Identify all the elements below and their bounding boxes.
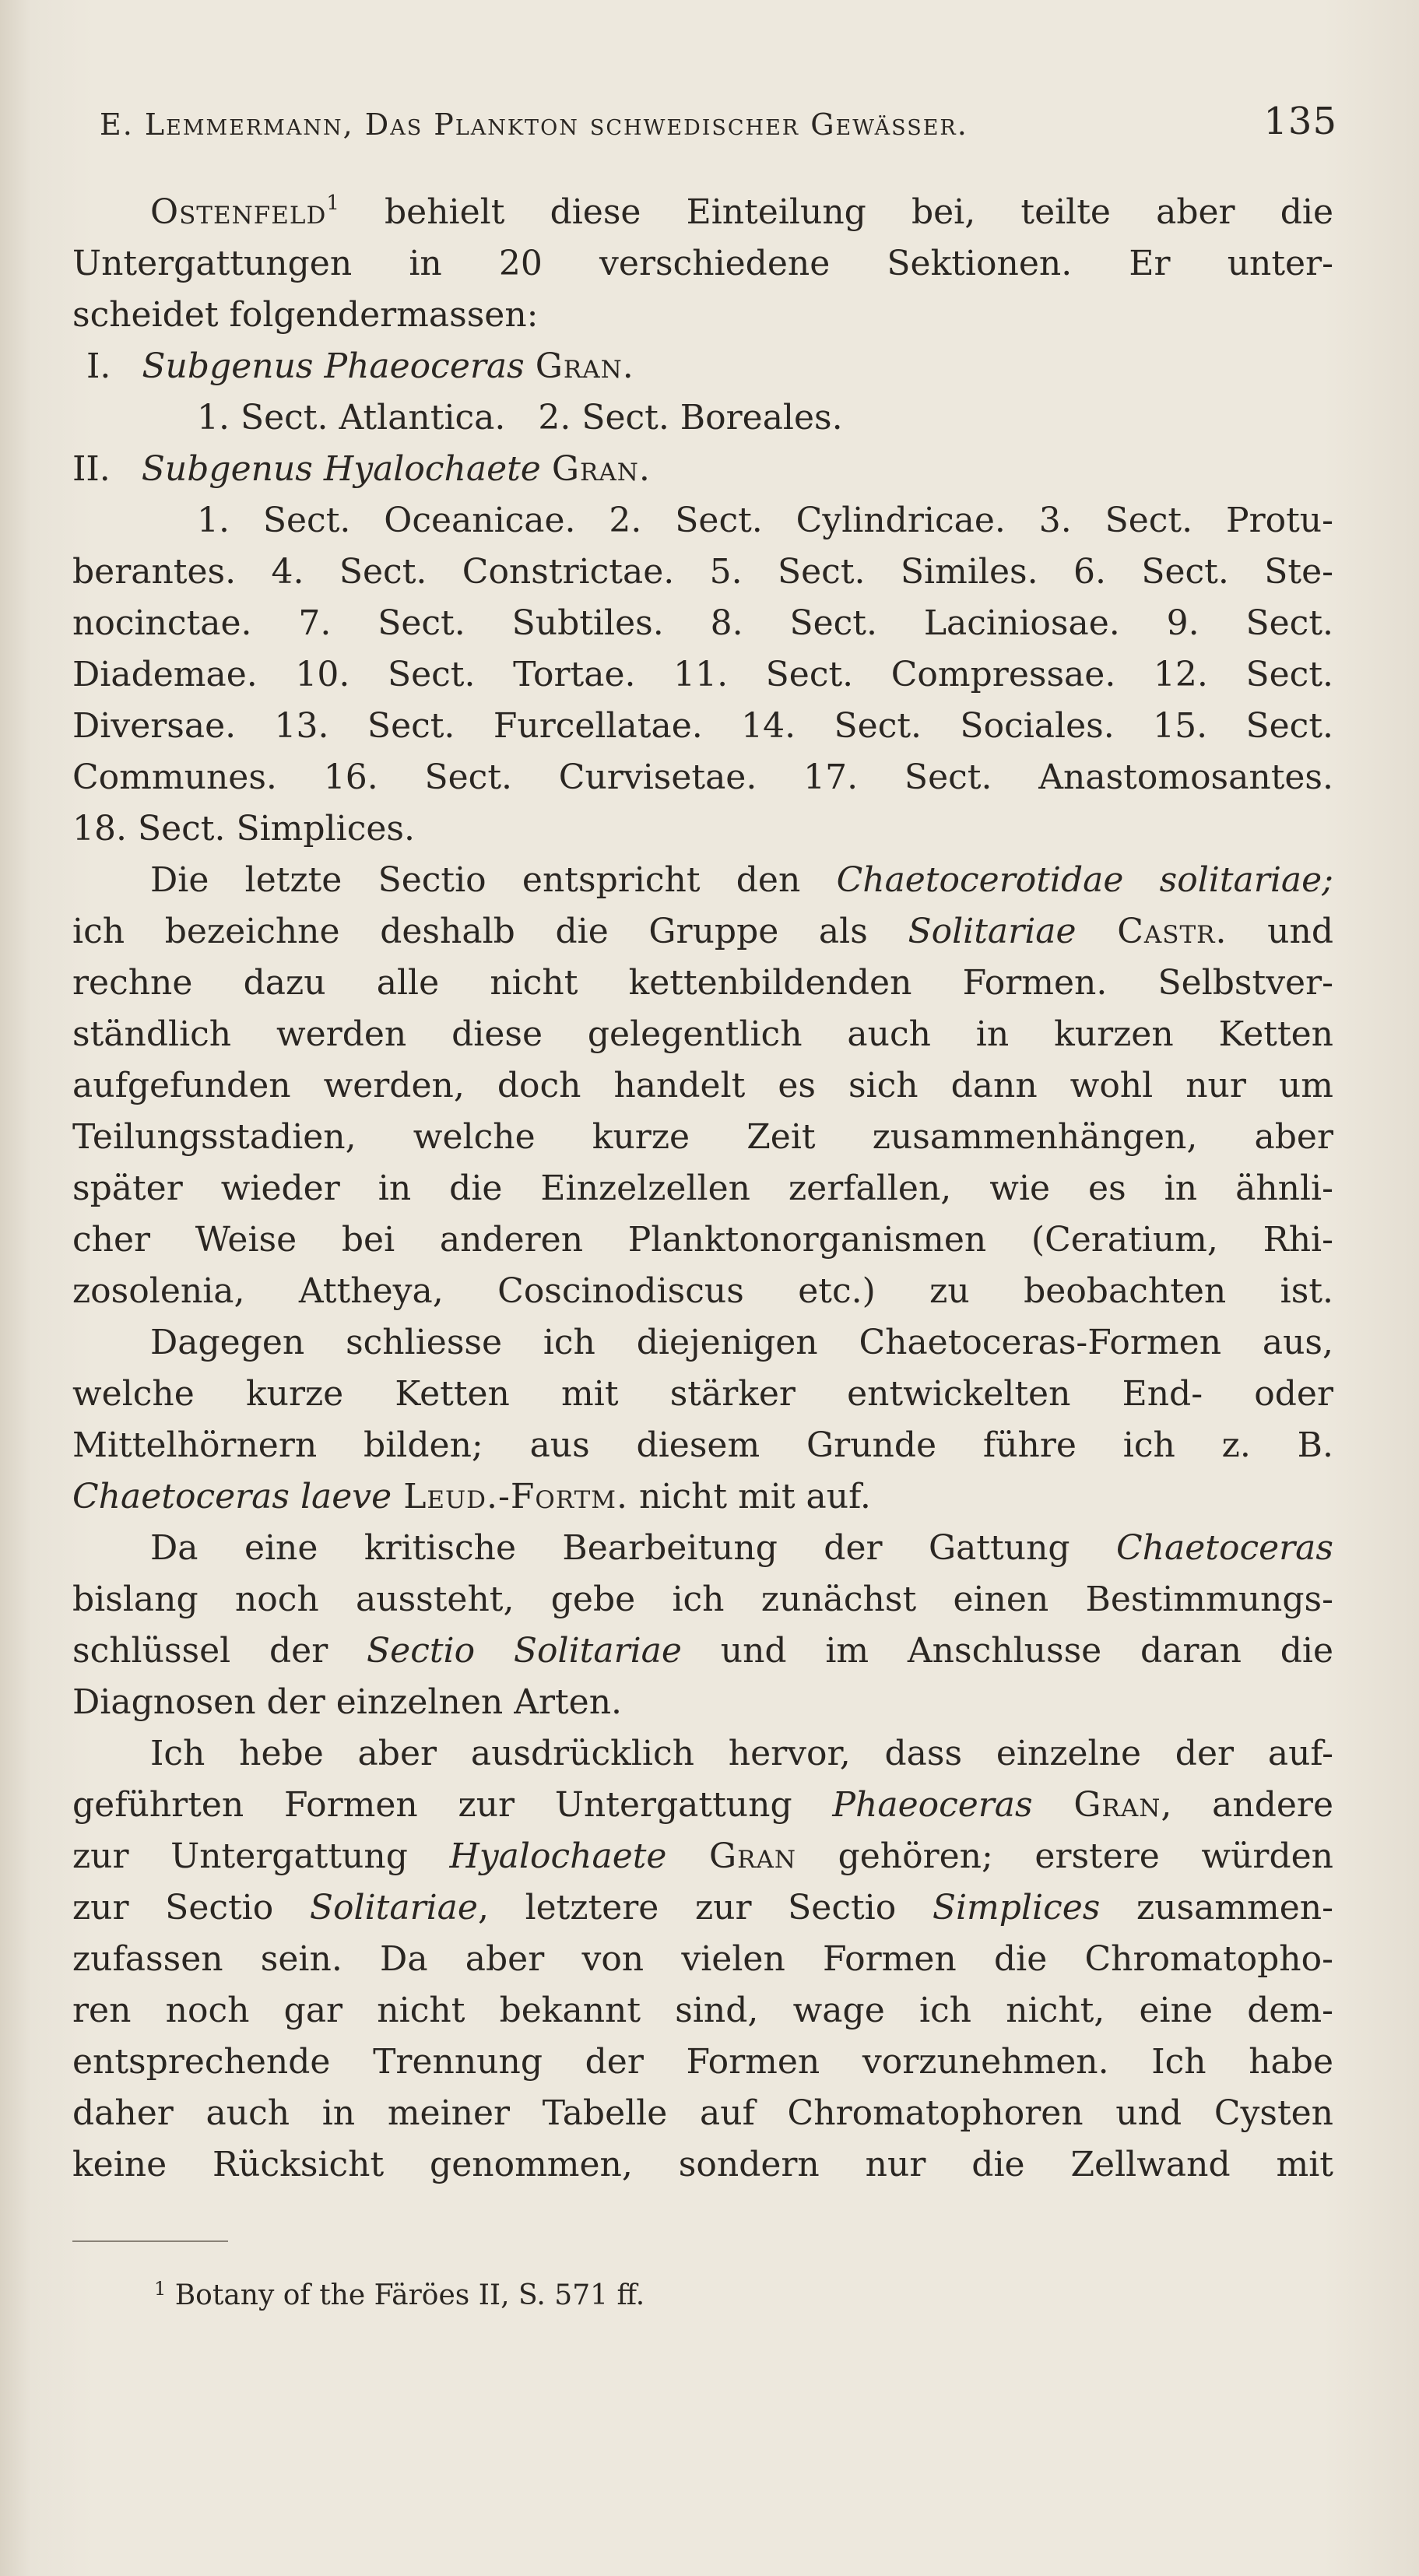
text-line: bislang noch aussteht, gebe ich zunächst einen Bestimmungs- — [72, 1580, 1333, 1619]
text-span: gehören; erstere würden — [796, 1836, 1333, 1876]
footnote-marker: 1 — [326, 192, 339, 215]
text-span: , letztere zur Sectio — [477, 1888, 933, 1928]
text-line: cher Weise bei anderen Planktonorganismen (Ceratium, Rhi- — [72, 1220, 1333, 1260]
text-line: Dagegen schliesse ich diejenigen Chaetoceras-Formen aus, — [150, 1323, 1333, 1362]
text-span: und — [1227, 912, 1333, 951]
text-line: Mittelhörnern bilden; aus diesem Grunde führe ich z. B. — [72, 1425, 1333, 1465]
text-line: berantes. 4. Sect. Constrictae. 5. Sect. Similes. 6. Sect. Ste- — [72, 552, 1333, 592]
text-line: Diagnosen der einzelnen Arten. — [72, 1682, 623, 1722]
text-span: behielt diese Einteilung bei, teilte aber die — [339, 192, 1333, 232]
authority: Gran. — [535, 346, 634, 386]
text-line: Communes. 16. Sect. Curvisetae. 17. Sect. Anastomosantes. — [72, 757, 1333, 797]
footnote-text: Botany of the Färöes II, S. 571 ff. — [166, 2279, 645, 2311]
text-span: Da eine kritische Bearbeitung der Gattung — [150, 1528, 1117, 1568]
taxon-name: Simplices — [932, 1888, 1101, 1928]
subgenus-name: Subgenus Phaeoceras — [142, 346, 525, 386]
text-span: geführten Formen zur Untergattung — [72, 1785, 833, 1825]
taxon-name: Solitariae — [908, 912, 1077, 951]
taxon-name: Hyalochaete — [449, 1836, 667, 1876]
footnote-marker: 1 — [154, 2278, 167, 2300]
list-number: II. — [72, 449, 111, 489]
text-line: 18. Sect. Simplices. — [72, 809, 415, 849]
taxon-name: Chaetocerotidae solitariae; — [836, 860, 1333, 900]
text-line: daher auch in meiner Tabelle auf Chromatophoren und Cysten — [72, 2093, 1333, 2133]
text-line: zosolenia, Attheya, Coscinodiscus etc.) zu beobachten ist. — [72, 1271, 1333, 1311]
text-line: keine Rücksicht genommen, sondern nur die Zellwand mit — [72, 2145, 1333, 2184]
text-line — [72, 1831, 1333, 1882]
text-line — [72, 1780, 1333, 1831]
running-title: E. Lemmermann, Das Plankton schwedischer Gewässer. — [100, 107, 968, 142]
text-line: ren noch gar nicht bekannt sind, wage ich nicht, eine dem- — [72, 1991, 1333, 2030]
text-line: ständlich werden diese gelegentlich auch in kurzen Ketten — [72, 1014, 1333, 1054]
authority: Gran — [1032, 1785, 1161, 1825]
text-line — [72, 1882, 1333, 1934]
text-span: und im Anschlusse daran die — [681, 1631, 1333, 1671]
text-line: 1. Sect. Oceanicae. 2. Sect. Cylindricae. 3. Sect. Protu- — [197, 501, 1333, 540]
text-span: zur Sectio — [72, 1888, 310, 1928]
text-span: zusammen- — [1100, 1888, 1333, 1928]
text-line: aufgefunden werden, doch handelt es sich dann wohl nur um — [72, 1066, 1333, 1105]
subgenus-name: Subgenus Hyalochaete — [141, 449, 541, 489]
text-span: schlüssel der — [72, 1631, 367, 1671]
authority: Gran. — [551, 449, 651, 489]
running-header — [100, 100, 1337, 154]
list-item-subgenus-2 — [72, 444, 1333, 495]
text-line — [72, 1625, 1333, 1677]
body-text — [72, 187, 1333, 2191]
text-line: später wieder in die Einzelzellen zerfallen, wie es in ähnli- — [72, 1169, 1333, 1208]
text-line: Teilungsstadien, welche kurze Zeit zusammenhängen, aber — [72, 1117, 1333, 1157]
taxon-name: Chaetoceras laeve — [72, 1477, 392, 1516]
text-line: Ich hebe aber ausdrücklich hervor, dass einzelne der auf- — [150, 1734, 1333, 1773]
text-line — [72, 906, 1333, 958]
text-span: , andere — [1161, 1785, 1333, 1825]
footnote-divider — [72, 2240, 228, 2242]
text-line: 1. Sect. Atlantica. 2. Sect. Boreales. — [197, 398, 843, 438]
text-line: scheidet folgendermassen: — [72, 295, 539, 335]
text-line: rechne dazu alle nicht kettenbildenden Formen. Selbstver- — [72, 963, 1333, 1003]
taxon-name: Phaeoceras — [832, 1785, 1033, 1825]
taxon-name: Sectio Solitariae — [367, 1631, 682, 1671]
list-item-subgenus-1 — [72, 341, 1333, 392]
text-line: welche kurze Ketten mit stärker entwickelten End- oder — [72, 1374, 1333, 1414]
text-line: Diademae. 10. Sect. Tortae. 11. Sect. Compressae. 12. Sect. — [72, 655, 1333, 694]
text-line: Untergattungen in 20 verschiedene Sektionen. Er unter- — [72, 244, 1333, 283]
page-number: 135 — [1263, 100, 1337, 143]
footnote — [154, 2277, 645, 2314]
taxon-name: Chaetoceras — [1116, 1528, 1333, 1568]
list-number: I. — [86, 346, 111, 386]
text-span: ich bezeichne deshalb die Gruppe als — [72, 912, 908, 951]
author-name: Ostenfeld — [150, 192, 327, 232]
text-line — [72, 1471, 1333, 1523]
text-span: Die letzte Sectio entspricht den — [150, 860, 837, 900]
authority: Leud.-Fortm. — [392, 1477, 629, 1516]
text-line — [72, 187, 1333, 238]
text-line: entsprechende Trennung der Formen vorzunehmen. Ich habe — [72, 2042, 1333, 2082]
authority: Castr. — [1076, 912, 1228, 951]
text-span: zur Untergattung — [72, 1836, 450, 1876]
text-span: nicht mit auf. — [628, 1477, 871, 1516]
text-line: nocinctae. 7. Sect. Subtiles. 8. Sect. Laciniosae. 9. Sect. — [72, 603, 1333, 643]
taxon-name: Solitariae — [309, 1888, 478, 1928]
text-line — [72, 855, 1333, 906]
text-line: zufassen sein. Da aber von vielen Formen die Chromatopho- — [72, 1939, 1333, 1979]
text-line — [72, 1523, 1333, 1574]
text-line: Diversae. 13. Sect. Furcellatae. 14. Sect. Sociales. 15. Sect. — [72, 706, 1333, 746]
authority: Gran — [666, 1836, 797, 1876]
